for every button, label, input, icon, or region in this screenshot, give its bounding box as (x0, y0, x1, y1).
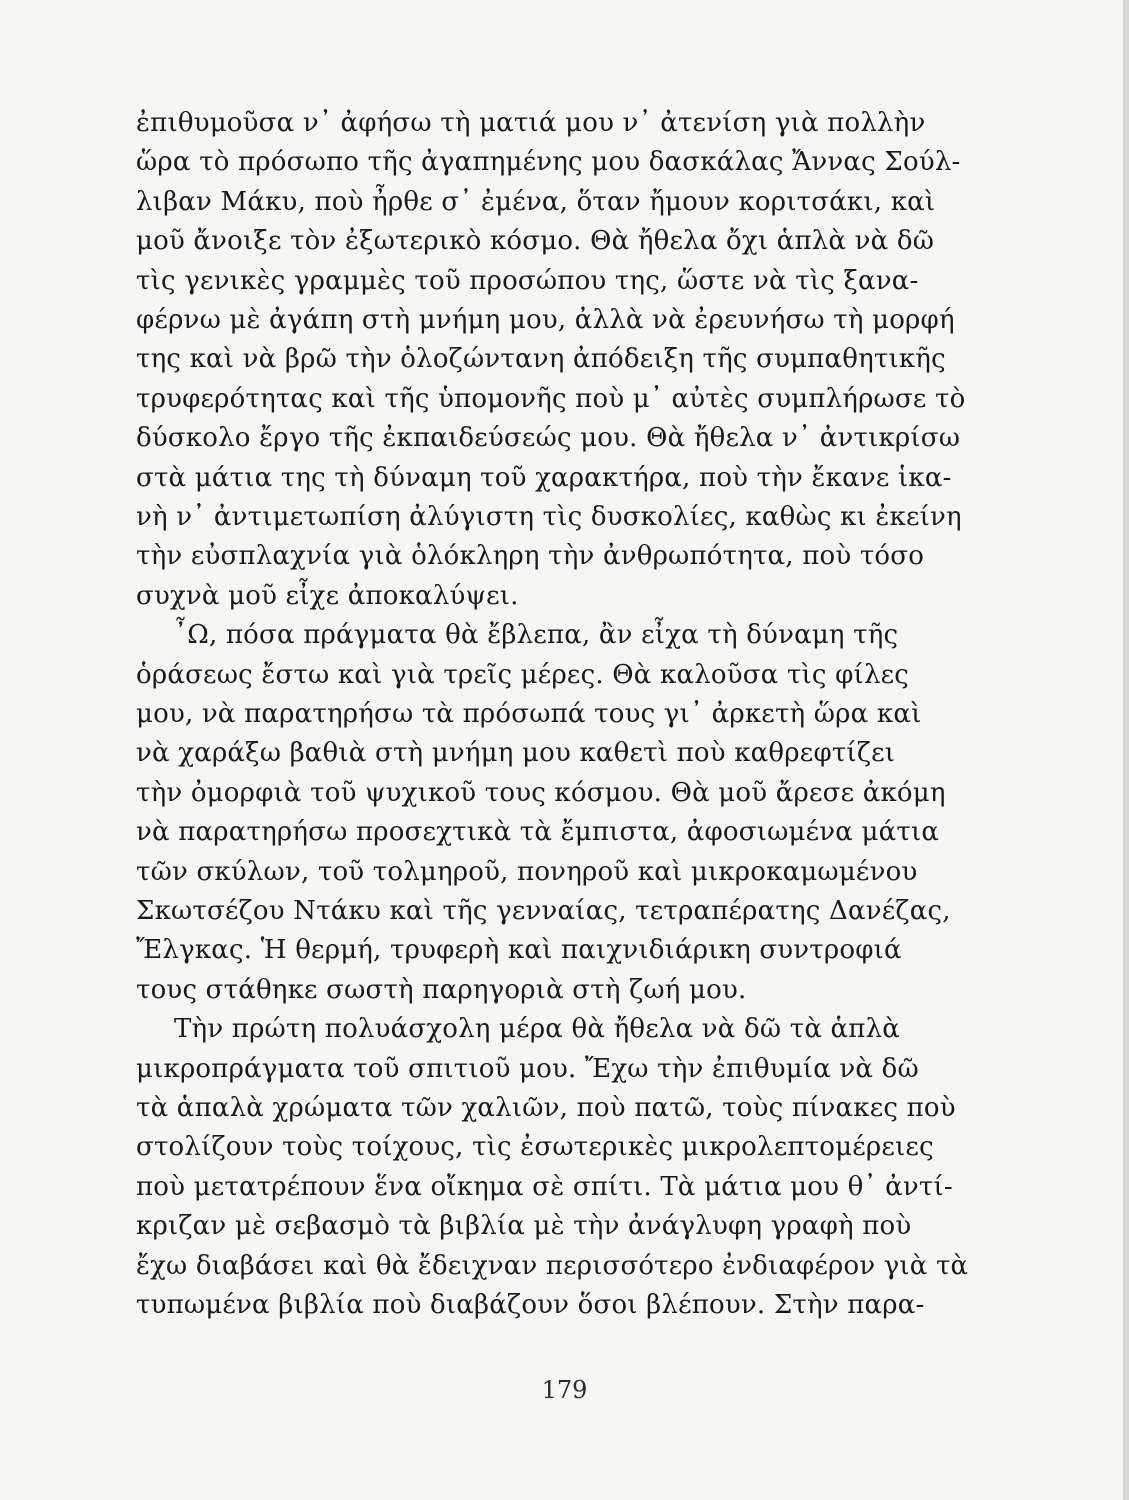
text-line: νὰ χαράξω βαθιὰ στὴ μνήμη μου καθετὶ ποὺ καθρεφτίζει (136, 738, 896, 769)
text-line: τυπωμένα βιβλία ποὺ διαβάζουν ὅσοι βλέπουν. Στὴν παρα- (136, 1290, 925, 1320)
text-line: νὰ παρατηρήσω προσεχτικὰ τὰ ἔμπιστα, ἀφοσιωμένα μάτια (136, 817, 940, 848)
page-edge-shadow (1123, 0, 1129, 1500)
text-line: λιβαν Μάκυ, ποὺ ἦρθε σ᾿ ἐμένα, ὅταν ἤμουν κοριτσάκι, καὶ (136, 186, 936, 217)
text-line: μοῦ ἄνοιξε τὸν ἐξωτερικὸ κόσμο. Θὰ ἤθελα ὄχι ἁπλὰ νὰ δῶ (136, 226, 935, 257)
text-line: συχνὰ μοῦ εἶχε ἀποκαλύψει. (136, 580, 519, 611)
text-line: κριζαν μὲ σεβασμὸ τὰ βιβλία μὲ τὴν ἀνάγλυφη γραφὴ ποὺ (136, 1211, 912, 1242)
text-line: Σκωτσέζου Ντάκυ καὶ τῆς γενναίας, τετραπέρατης Δανέζας, (136, 896, 951, 926)
text-line: τους στάθηκε σωστὴ παρηγοριὰ στὴ ζωή μου. (136, 974, 747, 1005)
text-line: δύσκολο ἔργο τῆς ἐκπαιδεύσεώς μου. Θὰ ἤθελα ν᾿ ἀντικρίσω (136, 423, 961, 454)
text-line: ὁράσεως ἔστω καὶ γιὰ τρεῖς μέρες. Θὰ καλοῦσα τὶς φίλες (136, 659, 910, 690)
text-line: ἔχω διαβάσει καὶ θὰ ἔδειχναν περισσότερο ἐνδιαφέρον γιὰ τὰ (136, 1250, 969, 1281)
text-line: τὴν εὐσπλαχνία γιὰ ὁλόκληρη τὴν ἀνθρωπότητα, ποὺ τόσο (136, 541, 925, 572)
text-line: στὰ μάτια της τὴ δύναμη τοῦ χαρακτήρα, ποὺ τὴν ἔκανε ἱκα- (136, 462, 952, 493)
text-line: της καὶ νὰ βρῶ τὴν ὁλοζώντανη ἀπόδειξη τῆς συμπαθητικῆς (136, 344, 946, 375)
text-line: φέρνω μὲ ἀγάπη στὴ μνήμη μου, ἀλλὰ νὰ ἐρευνήσω τὴ μορφή (136, 305, 955, 335)
text-line: νὴ ν᾿ ἀντιμετωπίση ἀλύγιστη τὶς δυσκολίες, καθὼς κι ἐκείνη (136, 502, 962, 532)
text-line: ὥρα τὸ πρόσωπο τῆς ἀγαπημένης μου δασκάλας Ἄννας Σούλ- (136, 147, 961, 178)
text-line: τὰ ἁπαλὰ χρώματα τῶν χαλιῶν, ποὺ πατῶ, τοὺς πίνακες ποὺ (136, 1093, 956, 1123)
text-line: ἐπιθυμοῦσα ν᾿ ἀφήσω τὴ ματιά μου ν᾿ ἀτενίση γιὰ πολλὴν (136, 108, 926, 138)
page-number: 179 (541, 1376, 588, 1404)
text-line: Τὴν πρώτη πολυάσχολη μέρα θὰ ἤθελα νὰ δῶ τὰ ἁπλὰ (174, 1014, 901, 1045)
text-line: μικροπράγματα τοῦ σπιτιοῦ μου. Ἔχω τὴν ἐπιθυμία νὰ δῶ (136, 1053, 919, 1084)
text-line: τρυφερότητας καὶ τῆς ὑπομονῆς ποὺ μ᾿ αὐτὲς συμπλήρωσε τὸ (136, 383, 966, 414)
text-line: τὶς γενικὲς γραμμὲς τοῦ προσώπου της, ὥστε νὰ τὶς ξανα- (136, 265, 919, 296)
text-line: στολίζουν τοὺς τοίχους, τὶς ἐσωτερικὲς μικρολεπτομέρειες (136, 1132, 934, 1163)
text-line: τὴν ὀμορφιὰ τοῦ ψυχικοῦ τους κόσμου. Θὰ μοῦ ἄρεσε ἀκόμη (136, 777, 946, 808)
text-line: ποὺ μετατρέπουν ἕνα οἴκημα σὲ σπίτι. Τὰ μάτια μου θ᾿ ἀντί- (136, 1171, 953, 1202)
text-line: μου, νὰ παρατηρήσω τὰ πρόσωπά τους γι᾿ ἀρκετὴ ὥρα καὶ (136, 699, 922, 729)
text-line: Ἔλγκας. Ἡ θερμή, τρυφερὴ καὶ παιχνιδιάρικη συντροφιά (136, 935, 902, 966)
text-line: τῶν σκύλων, τοῦ τολμηροῦ, πονηροῦ καὶ μικροκαμωμένου (136, 856, 918, 887)
text-line: ῏Ω, πόσα πράγματα θὰ ἔβλεπα, ἂν εἶχα τὴ δύναμη τῆς (174, 620, 899, 651)
